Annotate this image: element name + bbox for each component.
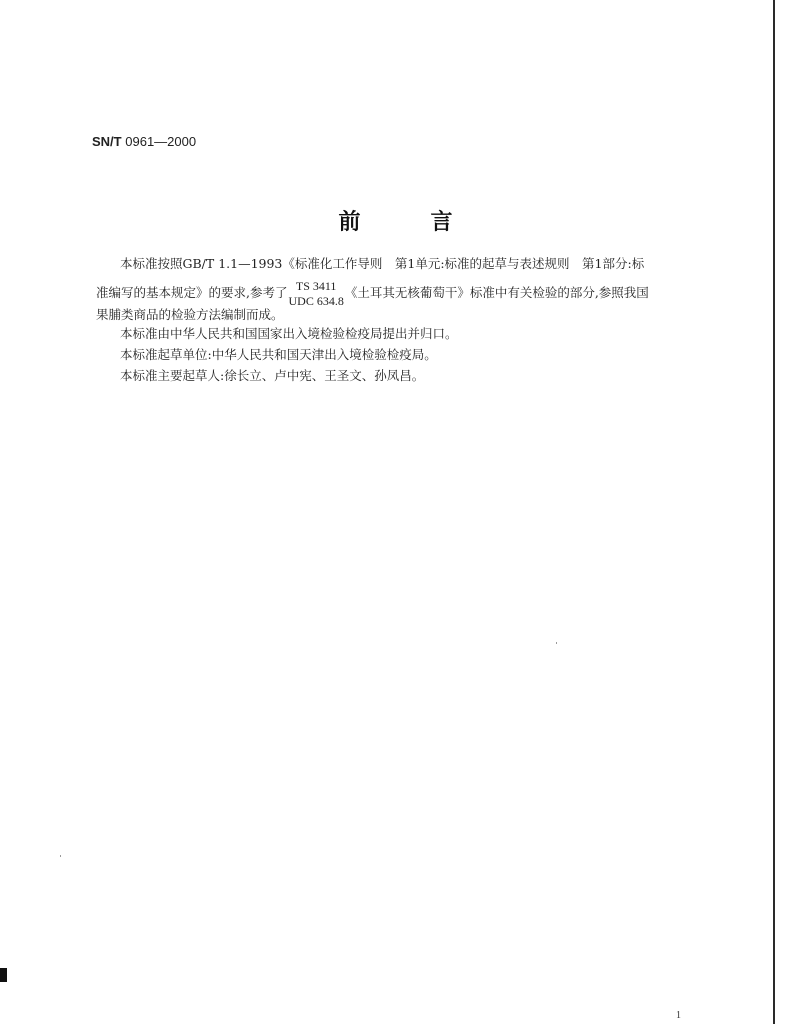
scan-edge-mark: [0, 968, 7, 982]
standard-code: 0961—2000: [125, 134, 197, 149]
fraction-numerator: TS 3411: [295, 279, 337, 293]
paragraph-1-line-2-end: 《土耳其无核葡萄干》标准中有关检验的部分,参照我国: [344, 285, 649, 300]
fraction-denominator: UDC 634.8: [288, 294, 344, 308]
page-title: [0, 205, 791, 236]
paragraph-4: 本标准主要起草人:徐长立、卢中宪、王圣文、孙凤昌。: [120, 368, 425, 383]
title-char-2: 言: [430, 209, 453, 235]
paragraph-1-line-2: [96, 279, 716, 308]
paragraph-3: 本标准起草单位:中华人民共和国天津出入境检验检疫局。: [120, 347, 437, 362]
paragraph-1-line-3: 果脯类商品的检验方法编制而成。: [96, 307, 284, 322]
scan-speck: [60, 855, 61, 857]
paragraph-2: 本标准由中华人民共和国国家出入境检验检疫局提出并归口。: [120, 326, 458, 341]
title-char-1: 前: [338, 209, 361, 235]
standard-number: [92, 134, 196, 149]
reference-fraction: [288, 279, 343, 308]
paragraph-1-line-1: 本标准按照GB/T 1.1—1993《标准化工作导则 第1单元:标准的起草与表述规则 第1部分:标: [120, 256, 645, 271]
scan-speck: [556, 642, 557, 644]
page-number: 1: [676, 1010, 681, 1021]
standard-prefix: SN/T: [92, 134, 122, 149]
scan-edge-line: [773, 0, 775, 1024]
paragraph-1-line-2-start: 准编写的基本规定》的要求,参考了: [96, 285, 288, 300]
